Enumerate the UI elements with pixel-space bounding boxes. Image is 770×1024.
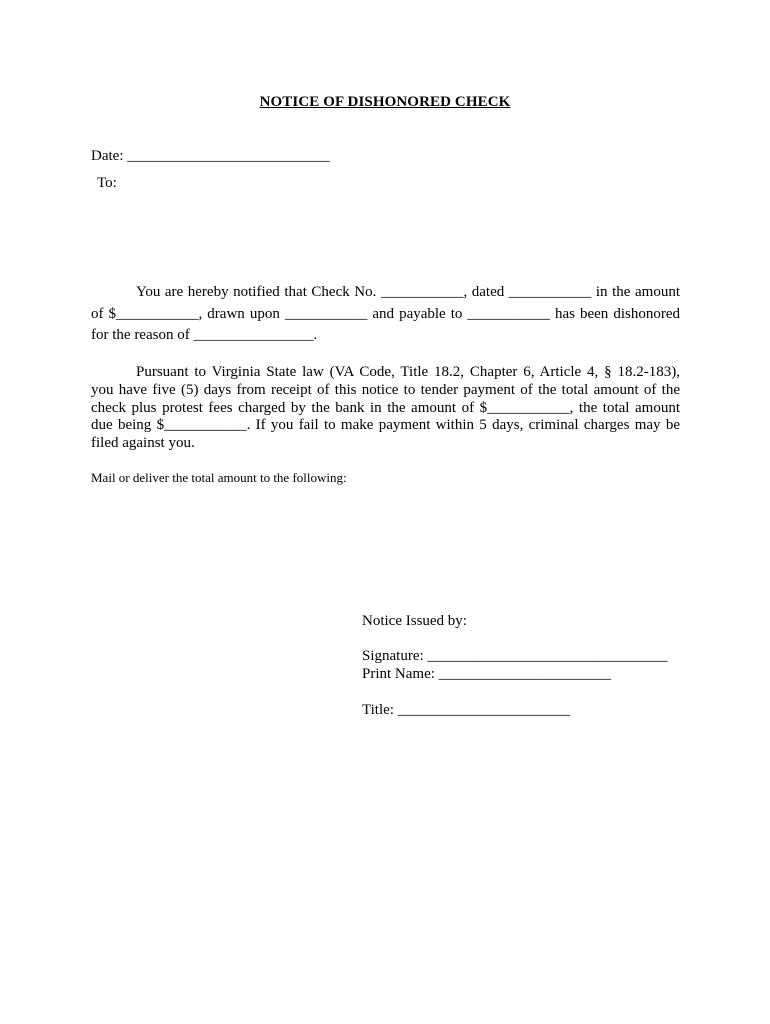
paragraph-line: Pursuant to Virginia State law (VA Code, Title 18.2, Chapter 6, Article 4, § 18.2-183), [136, 364, 680, 380]
paragraph-line: You are hereby notified that Check No. ___________, dated ___________ in the amount [136, 284, 680, 300]
to-line: To: [97, 175, 117, 191]
issuer-heading: Notice Issued by: [362, 613, 467, 629]
legal-paragraph [91, 364, 680, 453]
paragraph-line: of $___________, drawn upon ___________ and payable to ___________ has been dishonored [91, 305, 680, 322]
paragraph-line: for the reason of ________________. [91, 327, 318, 343]
paragraph-line: you have five (5) days from receipt of this notice to tender payment of the total amount of the [91, 381, 680, 398]
notification-paragraph [91, 282, 680, 347]
signature-line: Signature: ________________________________ [362, 648, 668, 664]
mail-instruction: Mail or deliver the total amount to the following: [91, 470, 347, 485]
print-name-line: Print Name: _______________________ [362, 666, 612, 682]
title-line: Title: _______________________ [362, 702, 571, 718]
paragraph-line: check plus protest fees charged by the bank in the amount of $___________, the total amount [91, 399, 680, 416]
date-line: Date: ___________________________ [91, 148, 330, 164]
paragraph-line: due being $___________. If you fail to make payment within 5 days, criminal charges may be [91, 417, 680, 434]
document-title: NOTICE OF DISHONORED CHECK [259, 94, 511, 110]
paragraph-line: filed against you. [91, 435, 195, 452]
